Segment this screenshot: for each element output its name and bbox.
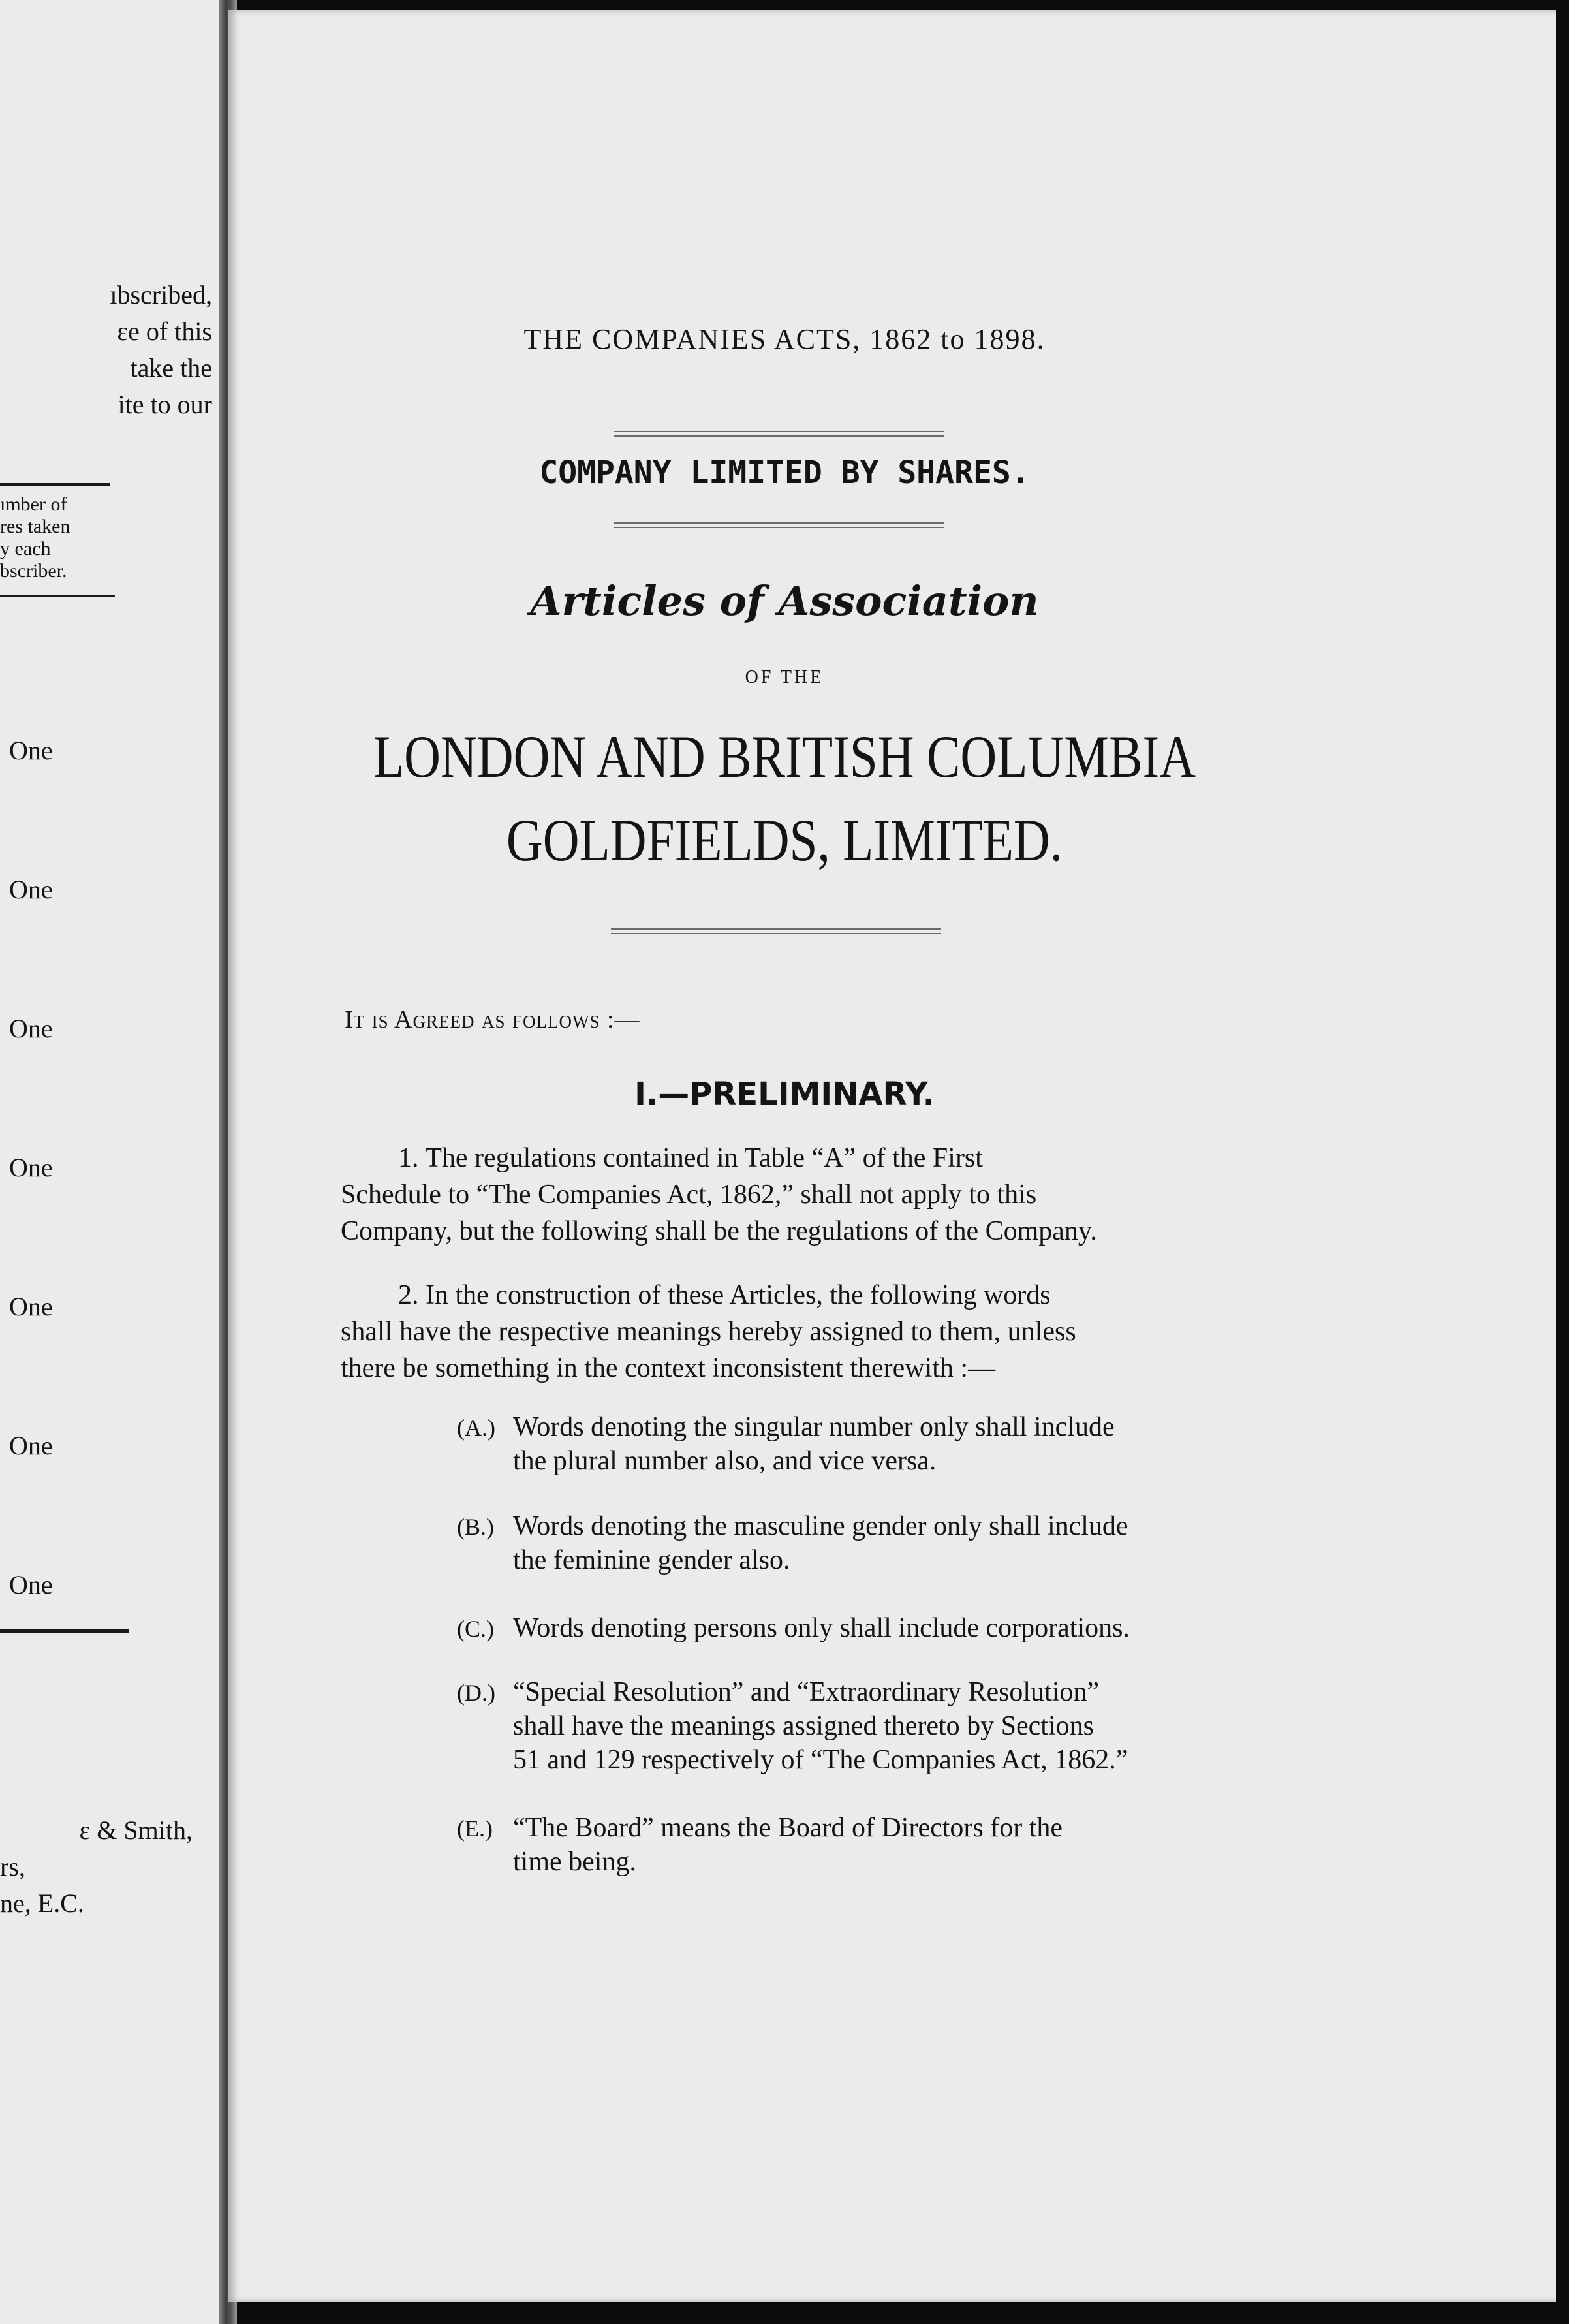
paragraph-line: shall have the respective meanings hereby assigned to them, unless: [341, 1317, 1076, 1347]
company-type-heading: COMPANY LIMITED BY SHARES.: [539, 454, 1030, 491]
item-line: Words denoting the singular number only shall include: [513, 1412, 1115, 1442]
share-count: One: [9, 1431, 53, 1460]
double-rule: [614, 431, 944, 437]
paragraph-line: 1. The regulations contained in Table “A” of the First: [398, 1143, 983, 1173]
paragraph-line: 2. In the construction of these Articles, the following words: [398, 1280, 1051, 1310]
paragraph-line: Company, but the following shall be the regulations of the Company.: [341, 1216, 1097, 1246]
acts-heading: THE COMPANIES ACTS, 1862 to 1898.: [523, 323, 1046, 355]
company-name-line2: GOLDFIELDS, LIMITED.: [506, 807, 1063, 873]
column-header-line: bscriber.: [0, 560, 67, 582]
double-rule: [614, 522, 944, 528]
agreed-line: It is Agreed as follows :—: [345, 1006, 640, 1033]
left-text-line: ite to our: [117, 390, 212, 419]
item-label: (D.): [457, 1680, 495, 1706]
column-header-line: y each: [0, 538, 51, 559]
left-text-line: take the: [130, 353, 212, 383]
footer-line: rs,: [0, 1852, 25, 1881]
share-count: One: [9, 1014, 53, 1043]
footer-line: ne, E.C.: [0, 1889, 84, 1918]
double-rule: [611, 928, 941, 934]
item-label: (B.): [457, 1514, 494, 1540]
item-line: Words denoting the masculine gender only shall include: [513, 1511, 1128, 1541]
item-line: Words denoting persons only shall include corporations.: [513, 1613, 1130, 1643]
paragraph-line: Schedule to “The Companies Act, 1862,” shall not apply to this: [341, 1180, 1037, 1210]
total-rule: [0, 1629, 129, 1633]
item-line: “The Board” means the Board of Directors for the: [513, 1813, 1063, 1843]
section-title: I.—PRELIMINARY.: [634, 1076, 935, 1112]
share-count: One: [9, 1570, 53, 1599]
share-count: One: [9, 875, 53, 904]
item-line: “Special Resolution” and “Extraordinary Resolution”: [513, 1677, 1100, 1707]
share-count: One: [9, 1292, 53, 1321]
share-count: One: [9, 736, 53, 765]
left-text-line: ıbscribed,: [110, 280, 212, 309]
item-label: (A.): [457, 1415, 495, 1441]
footer-line: ɛ & Smith,: [79, 1815, 193, 1845]
paragraph-line: there be something in the context inconsistent therewith :—: [341, 1353, 996, 1383]
share-count: One: [9, 1153, 53, 1182]
item-label: (C.): [457, 1616, 494, 1642]
left-text-line: ɛe of this: [117, 317, 212, 346]
articles-title: Articles of Association: [530, 577, 1039, 625]
item-line: the feminine gender also.: [513, 1545, 790, 1575]
item-line: the plural number also, and vice versa.: [513, 1446, 937, 1476]
company-name-line1: LONDON AND BRITISH COLUMBIA: [373, 723, 1196, 790]
of-the-label: OF THE: [745, 667, 824, 687]
item-label: (E.): [457, 1815, 493, 1842]
column-header-line: res taken: [0, 516, 70, 537]
item-line: time being.: [513, 1847, 636, 1877]
item-line: shall have the meanings assigned thereto by Sections: [513, 1711, 1094, 1741]
item-line: 51 and 129 respectively of “The Companies Act, 1862.”: [513, 1745, 1128, 1775]
column-header-line: ımber of: [0, 494, 67, 515]
